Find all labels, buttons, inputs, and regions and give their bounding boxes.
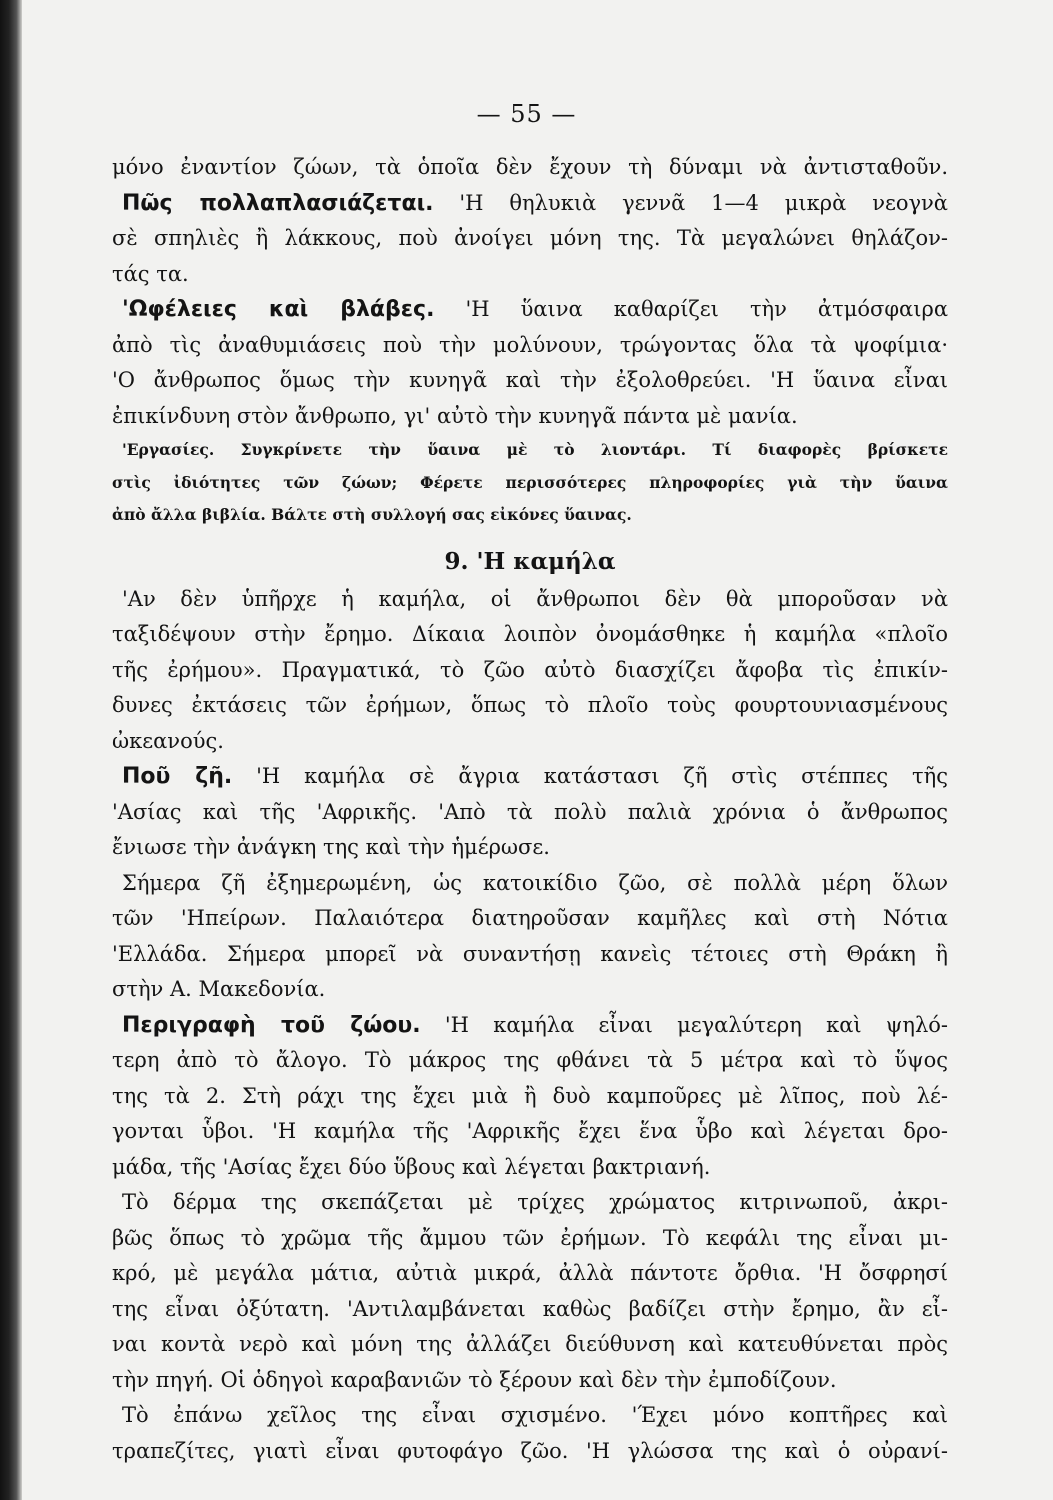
text-line — [112, 617, 948, 653]
text-line — [112, 328, 948, 364]
line-text: τῆς ἐρήμου». Πραγματικά, τὸ ζῶο αὐτὸ διασχίζει ἄφοβα τὶς ἐπικίν- — [112, 657, 948, 682]
line-text: 'Η καμήλα σὲ ἄγρια κατάστασι ζῆ στὶς στέππες τῆς — [232, 764, 948, 788]
page-number: — 55 — — [476, 100, 577, 128]
line-text: κρό, μὲ μεγάλα μάτια, αὐτιὰ μικρά, ἀλλὰ πάντοτε ὄρθια. 'Η ὄσφρησί — [112, 1261, 948, 1285]
text-line — [112, 363, 948, 399]
line-text: 'Ασίας καὶ τῆς 'Αφρικῆς. 'Απὸ τὰ πολὺ παλιὰ χρόνια ὁ ἄνθρωπος — [112, 799, 948, 824]
text-line — [112, 1114, 948, 1150]
text-line — [112, 1221, 948, 1257]
text-line — [112, 434, 948, 467]
text-line — [112, 795, 948, 831]
line-text: τραπεζίτες, γιατὶ εἶναι φυτοφάγο ζῶο. 'Η γλώσσα της καὶ ὁ οὐρανί- — [112, 1438, 948, 1463]
line-text: ἔνιωσε τὴν ἀνάγκη της καὶ τὴν ἡμέρωσε. — [112, 835, 550, 859]
line-text: ἐπικίνδυνη στὸν ἄνθρωπο, γι' αὐτὸ τὴν κυνηγᾶ πάντα μὲ μανία. — [112, 403, 798, 428]
line-text: 'Η καμήλα εἶναι μεγαλύτερη καὶ ψηλό- — [420, 1012, 948, 1037]
text-line — [112, 399, 948, 435]
line-text: μόνο ἐναντίον ζώων, τὰ ὁποῖα δὲν ἔχουν τὴ δύναμι νὰ ἀντισταθοῦν. — [112, 155, 948, 179]
text-line — [112, 150, 948, 186]
line-text: Τὸ ἐπάνω χεῖλος της εἶναι σχισμένο. 'Έχει μόνο κοπτῆρες καὶ — [122, 1403, 948, 1427]
text-line — [112, 1079, 948, 1115]
paragraph-heading: Πῶς πολλαπλασιάζεται. — [122, 190, 434, 216]
line-text: τῶν 'Ηπείρων. Παλαιότερα διατηροῦσαν καμῆλες καὶ στὴ Νότια — [112, 906, 948, 930]
line-text: τὴν πηγή. Οἱ ὁδηγοὶ καραβανιῶν τὸ ξέρουν καὶ δὲν τὴν ἐμποδίζουν. — [112, 1367, 837, 1392]
text-line — [112, 221, 948, 257]
line-text: ἀπὸ τὶς ἀναθυμιάσεις ποὺ τὴν μολύνουν, τρώγοντας ὅλα τὰ ψοφίμια· — [112, 332, 948, 357]
line-text: 'Εργασίες. Συγκρίνετε τὴν ὕαινα μὲ τὸ λιοντάρι. Τί διαφορὲς βρίσκετε — [122, 440, 948, 459]
line-text: στὶς ἰδιότητες τῶν ζώων; Φέρετε περισσότερες πληροφορίες γιὰ τὴν ὕαινα — [112, 472, 948, 492]
text-line — [112, 467, 948, 500]
line-text: Σήμερα ζῆ ἐξημερωμένη, ὡς κατοικίδιο ζῶο, σὲ πολλὰ μέρη ὅλων — [122, 870, 948, 895]
line-text: της εἶναι ὀξύτατη. 'Αντιλαμβάνεται καθὼς βαδίζει στὴν ἔρημο, ἂν εἶ- — [112, 1296, 948, 1321]
paragraph-heading: 'Ωφέλειες καὶ βλάβες. — [122, 297, 435, 322]
line-text: τερη ἀπὸ τὸ ἄλογο. Τὸ μάκρος της φθάνει τὰ 5 μέτρα καὶ τὸ ὕψος — [112, 1048, 948, 1072]
line-text: 'Η θηλυκιὰ γεννᾶ 1—4 μικρὰ νεογνὰ — [433, 190, 948, 215]
line-text: 'Ο ἄνθρωπος ὅμως τὴν κυνηγᾶ καὶ τὴν ἐξολοθρεύει. 'Η ὕαινα εἶναι — [112, 368, 948, 392]
text-line — [112, 292, 948, 328]
text-line — [112, 653, 948, 689]
section-title: 9. 'Η καμήλα — [444, 547, 616, 575]
text-line — [112, 1327, 948, 1363]
line-text: ἀπὸ ἄλλα βιβλία. Βάλτε στὴ συλλογή σας εἰκόνες ὕαινας. — [112, 505, 632, 524]
text-line — [112, 1185, 948, 1221]
line-text: 'Αν δὲν ὑπῆρχε ἡ καμήλα, οἱ ἄνθρωποι δὲν θὰ μποροῦσαν νὰ — [122, 586, 948, 611]
text-line — [112, 901, 948, 937]
text-line — [112, 257, 948, 293]
body-text — [112, 150, 948, 1469]
text-line — [112, 499, 948, 532]
line-text: σὲ σπηλιὲς ἢ λάκκους, ποὺ ἀνοίγει μόνη της. Τὰ μεγαλώνει θηλάζον- — [112, 226, 948, 250]
text-line — [112, 937, 948, 973]
text-line — [112, 186, 948, 222]
line-text: Τὸ δέρμα της σκεπάζεται μὲ τρίχες χρώματος κιτρινωποῦ, ἀκρι- — [122, 1190, 948, 1214]
line-text: δυνες ἐκτάσεις τῶν ἐρήμων, ὅπως τὸ πλοῖο τοὺς φουρτουνιασμένους — [112, 693, 948, 717]
text-line — [112, 1008, 948, 1044]
line-text: 'Ελλάδα. Σήμερα μπορεῖ νὰ συναντήσῃ κανεὶς τέτοιες στὴ Θράκη ἢ — [112, 941, 948, 966]
text-line — [112, 1256, 948, 1292]
text-line — [112, 866, 948, 902]
text-line — [112, 759, 948, 795]
page-binding-edge — [0, 0, 22, 1500]
line-text: της τὰ 2. Στὴ ράχι της ἔχει μιὰ ἢ δυὸ καμποῦρες μὲ λῖπος, ποὺ λέ- — [112, 1083, 948, 1108]
line-text: ναι κοντὰ νερὸ καὶ μόνη της ἀλλάζει διεύθυνση καὶ κατευθύνεται πρὸς — [112, 1332, 948, 1356]
line-text: ταξιδέψουν στὴν ἔρημο. Δίκαια λοιπὸν ὀνομάσθηκε ἡ καμήλα «πλοῖο — [112, 622, 948, 646]
line-text: 'Η ὕαινα καθαρίζει τὴν ἀτμόσφαιρα — [434, 297, 948, 321]
text-line — [112, 972, 948, 1008]
line-text: ὠκεανούς. — [112, 728, 224, 753]
text-line — [112, 1150, 948, 1186]
paragraph-heading: Ποῦ ζῆ. — [122, 764, 233, 789]
line-text: γονται ὗβοι. 'Η καμήλα τῆς 'Αφρικῆς ἔχει ἕνα ὗβο καὶ λέγεται δρο- — [112, 1119, 948, 1143]
text-line — [112, 1363, 948, 1399]
text-line — [112, 830, 948, 866]
text-line — [112, 582, 948, 618]
text-line — [112, 1434, 948, 1470]
text-line — [112, 1043, 948, 1079]
text-line — [112, 1398, 948, 1434]
paragraph-heading: Περιγραφὴ τοῦ ζώου. — [122, 1012, 421, 1038]
line-text: μάδα, τῆς 'Ασίας ἔχει δύο ὕβους καὶ λέγεται βακτριανή. — [112, 1154, 711, 1179]
text-line — [112, 1292, 948, 1328]
line-text: στὴν Α. Μακεδονία. — [112, 977, 326, 1001]
line-text: βῶς ὅπως τὸ χρῶμα τῆς ἄμμου τῶν ἐρήμων. Τὸ κεφάλι της εἶναι μι- — [112, 1225, 948, 1250]
line-text: τάς τα. — [112, 261, 189, 286]
text-line — [112, 724, 948, 760]
text-line — [112, 688, 948, 724]
